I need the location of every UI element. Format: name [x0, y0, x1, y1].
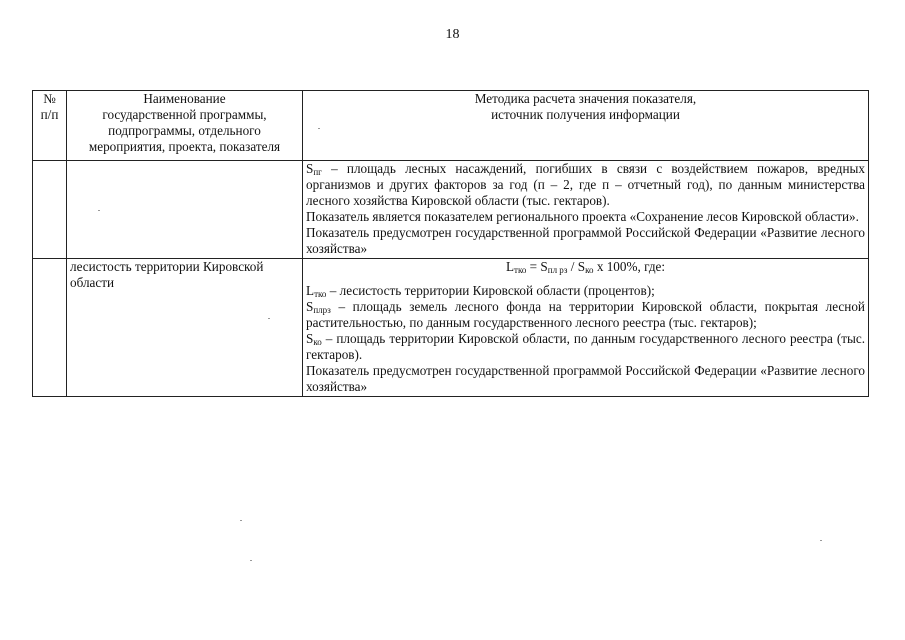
page-number: 18	[445, 27, 460, 42]
method-paragraph: Показатель предусмотрен государственной программой Российской Федерации «Развитие лесного хозяйства»	[306, 225, 865, 256]
header-number-symbol: №	[43, 91, 56, 106]
scan-speck	[250, 560, 252, 561]
header-number-label: п/п	[40, 107, 59, 122]
method-paragraph: $S_{плрз}$ – площадь земель лесного фонда на территории Кировской области, покрытая лесной растительностью, по данным государственного лесного реестра (тыс. гектаров);	[306, 299, 865, 330]
indicator-table	[32, 90, 869, 397]
table-row	[33, 161, 869, 259]
method-paragraph: Показатель предусмотрен государственной программой Российской Федерации «Развитие лесного хозяйства»	[306, 363, 865, 394]
header-name-line: подпрограммы, отдельного	[108, 123, 261, 138]
header-method-cell	[303, 91, 869, 161]
scan-speck	[240, 520, 242, 521]
row-number-cell	[33, 161, 67, 259]
table-header-row	[33, 91, 869, 161]
method-paragraph: $L_{тко}$ – лесистость территории Кировской области (процентов);	[306, 283, 655, 299]
formula: $L_{тко} = S_{пл рз} / S_{ко}$ х 100%, где:	[505, 259, 666, 275]
header-name-line: мероприятия, проекта, показателя	[88, 139, 281, 154]
row-name-cell: лесистость территории Кировской области	[67, 259, 303, 397]
header-name-cell	[67, 91, 303, 161]
scan-speck	[820, 540, 822, 541]
table-row	[33, 259, 869, 397]
scan-speck	[98, 210, 100, 211]
header-number-cell	[33, 91, 67, 161]
header-method-line: Методика расчета значения показателя,	[474, 91, 697, 106]
scan-speck	[268, 318, 270, 319]
scan-speck	[318, 128, 320, 129]
row-name-cell	[67, 161, 303, 259]
row-number-cell	[33, 259, 67, 397]
row-method-cell	[303, 161, 869, 259]
method-paragraph: Показатель является показателем регионального проекта «Сохранение лесов Кировской области».	[306, 209, 859, 224]
row-method-cell	[303, 259, 869, 397]
method-paragraph: $S_{ко}$ – площадь территории Кировской области, по данным государственного лесного реестра (тыс. гектаров).	[306, 331, 865, 362]
header-name-line: государственной программы,	[102, 107, 267, 122]
header-method-line: источник получения информации	[491, 107, 680, 122]
header-name-line: Наименование	[143, 91, 226, 106]
method-paragraph: $S_{пг}$ – площадь лесных насаждений, погибших в связи с воздействием пожаров, вредных организмов и других факторов за год (п – 2, где п – отчетный год), по данным министерства лесного хозяйства Кировской области (тыс. гектаров).	[306, 161, 865, 208]
